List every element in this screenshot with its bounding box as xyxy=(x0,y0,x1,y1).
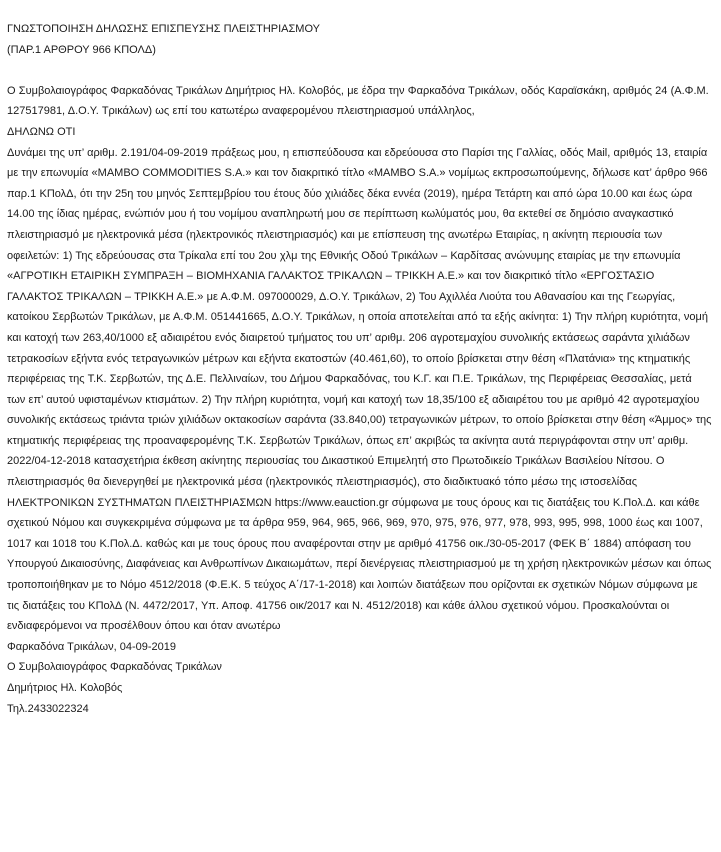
body-paragraph: Δυνάμει της υπ’ αριθμ. 2.191/04-09-2019 πράξεως μου, η επισπεύδουσα και εδρεύουσα στο Παρίσι της Γαλλίας, οδός Mail, αριθμός 13, εταιρία με την επωνυμία «MAMBO COMMODITIES S.A.» και τον διακριτικό τίτλο «MAMBO S.A.» νομίμως εκπροσωπούμενης, δήλωσε κατ’ άρθρο 966 παρ.1 ΚΠολΔ, ότι την 25η του μηνός Σεπτεμβρίου του έτους δύο χιλιάδες δέκα εννέα (2019), ημέρα Τετάρτη και από ώρα 10.00 και έως ώρα 14.00 της ίδιας ημέρας, ενώπιόν μου ή του νομίμου αναπληρωτή μου σε περίπτωση κωλύματός μου, θα εκτεθεί σε δημόσιο αναγκαστικό πλειστηριασμό με ηλεκτρονικά μέσα (ηλεκτρονικός πλειστηριασμός) και με επίσπευση της ανωτέρω Εταιρίας, η ακίνητη περιουσία των οφειλετών: 1) Της εδρεύουσας στα Τρίκαλα επί του 2ου χλμ της Εθνικής Οδού Τρικάλων – Καρδίτσας ανώνυμης εταιρίας με την επωνυμία «ΑΓΡΟΤΙΚΗ ΕΤΑΙΡΙΚΗ ΣΥΜΠΡΑΞΗ – ΒΙΟΜΗΧΑΝΙΑ ΓΑΛΑΚΤΟΣ ΤΡΙΚΑΛΩΝ – ΤΡΙΚΚΗ Α.Ε.» και τον διακριτικό τίτλο «ΕΡΓΟΣΤΑΣΙΟ ΓΑΛΑΚΤΟΣ ΤΡΙΚΑΛΩΝ – ΤΡΙΚΚΗ Α.Ε.» με Α.Φ.Μ. 097000029, Δ.Ο.Υ. Τρικάλων, 2) Του Αχιλλέα Λιούτα του Αθανασίου και της Γεωργίας, κατοίκου Σερβωτών Τρικάλων, με Α.Φ.Μ. 051441665, Δ.Ο.Υ. Τρικάλων, η οποία αποτελείται από τα εξής ακίνητα: 1) Την πλήρη κυριότητα, νομή και κατοχή των 263,40/1000 εξ αδιαιρέτου ενός διαιρετού τμήματος του υπ’ αριθμ. 206 αγροτεμαχίου συνολικής εκτάσεως σαράντα χιλιάδων τετρακοσίων εξήντα ενός τετραγωνικών μέτρων και εξήντα εκατοστών (40.461,60), το οποίο βρίσκεται στην θέση «Πλατάνια» της κτηματικής περιφέρειας της Τ.Κ. Σερβωτών, της Δ.Ε. Πελλιναίων, του Δήμου Φαρκαδόνας, του Κ.Γ. και Π.Ε. Τρικάλων, της Περιφέρειας Θεσσαλίας, μετά των επ’ αυτού υφισταμένων κτισμάτων. 2) Την πλήρη κυριότητα, νομή και κατοχή των 18,35/100 εξ αδιαιρέτου του με αριθμό 42 αγροτεμαχίου συνολικής εκτάσεως τριάντα τριών χιλιάδων οκτακοσίων σαράντα (33.840,00) τετραγωνικών μέτρων, το οποίο βρίσκεται στην θέση «Άμμος» της κτηματικής περιφέρειας της προαναφερομένης Τ.Κ. Σερβωτών Τρικάλων, όπως επ’ ακριβώς τα ακίνητα αυτά περιγράφονται στην υπ’ αριθμ. 2022/04-12-2018 κατασχετήρια έκθεση ακίνητης περιουσίας του Δικαστικού Επιμελητή στο Πρωτοδικείο Τρικάλων Βασιλείου Νίτσου. Ο πλειστηριασμός θα διενεργηθεί με ηλεκτρονικά μέσα (ηλεκτρονικός πλειστηριασμός), στο διαδικτυακό τόπο μέσω της ιστοσελίδας ΗΛΕΚΤΡΟΝΙΚΩΝ ΣΥΣΤΗΜΑΤΩΝ ΠΛΕΙΣΤΗΡΙΑΣΜΩΝ https://www.eauction.gr σύμφωνα με τους όρους και τις διατάξεις του Κ.Πολ.Δ. και κάθε σχετικού Νόμου και συγκεκριμένα σύμφωνα με τα άρθρα 959, 964, 965, 966, 969, 970, 975, 976, 977, 978, 993, 995, 998, 1000 έως και 1007, 1017 και 1018 του Κ.Πολ.Δ. καθώς και με τους όρους που αναφέρονται στην με αριθμό 41756 οικ./30-05-2017 (ΦΕΚ Β΄ 1884) απόφαση του Υπουργού Δικαιοσύνης, Διαφάνειας και Ανθρωπίνων Δικαιωμάτων, περί διενέργειας πλειστηριασμού με τη χρήση ηλεκτρονικών μέσων και όπως τροποποιήθηκαν με το Νόμο 4512/2018 (Φ.Ε.Κ. 5 τεύχος Α΄/17-1-2018) και λοιπών διατάξεων που ορίζονται εκ σχετικών Νόμων σύμφωνα με τις διατάξεις του ΚΠολΔ (Ν. 4472/2017, Υπ. Αποφ. 41756 οικ/2017 και Ν. 4512/2018) και κάθε άλλου σχετικού νόμου. Προσκαλούνται οι ενδιαφερόμενοι να προσέλθουν όπου και όταν ανωτέρω xyxy=(7,146,712,633)
signature-role: Ο Συμβολαιογράφος Φαρκαδόνας Τρικάλων xyxy=(7,661,222,674)
notice-document xyxy=(7,19,713,719)
declaration-heading: ΔΗΛΩΝΩ ΟΤΙ xyxy=(7,125,76,138)
intro-paragraph: Ο Συμβολαιογράφος Φαρκαδόνας Τρικάλων Δημήτριος Ηλ. Κολοβός, με έδρα την Φαρκαδόνα Τρικάλων, οδός Καραϊσκάκη, αριθμός 24 (Α.Φ.Μ. 127517981, Δ.Ο.Υ. Τρικάλων) ως επί του κατωτέρω αναφερομένου πλειστηριασμού υπάλληλος, xyxy=(7,84,709,118)
document-subtitle: (ΠΑΡ.1 ΑΡΘΡΟΥ 966 ΚΠΟΛΔ) xyxy=(7,43,156,56)
signature-phone: Τηλ.2433022324 xyxy=(7,702,89,715)
signature-place-date: Φαρκαδόνα Τρικάλων, 04-09-2019 xyxy=(7,640,177,653)
signature-name: Δημήτριος Ηλ. Κολοβός xyxy=(7,682,123,694)
document-title: ΓΝΩΣΤΟΠΟΙΗΣΗ ΔΗΛΩΣΗΣ ΕΠΙΣΠΕΥΣΗΣ ΠΛΕΙΣΤΗΡΙΑΣΜΟΥ xyxy=(7,23,320,35)
spacer xyxy=(7,60,713,81)
